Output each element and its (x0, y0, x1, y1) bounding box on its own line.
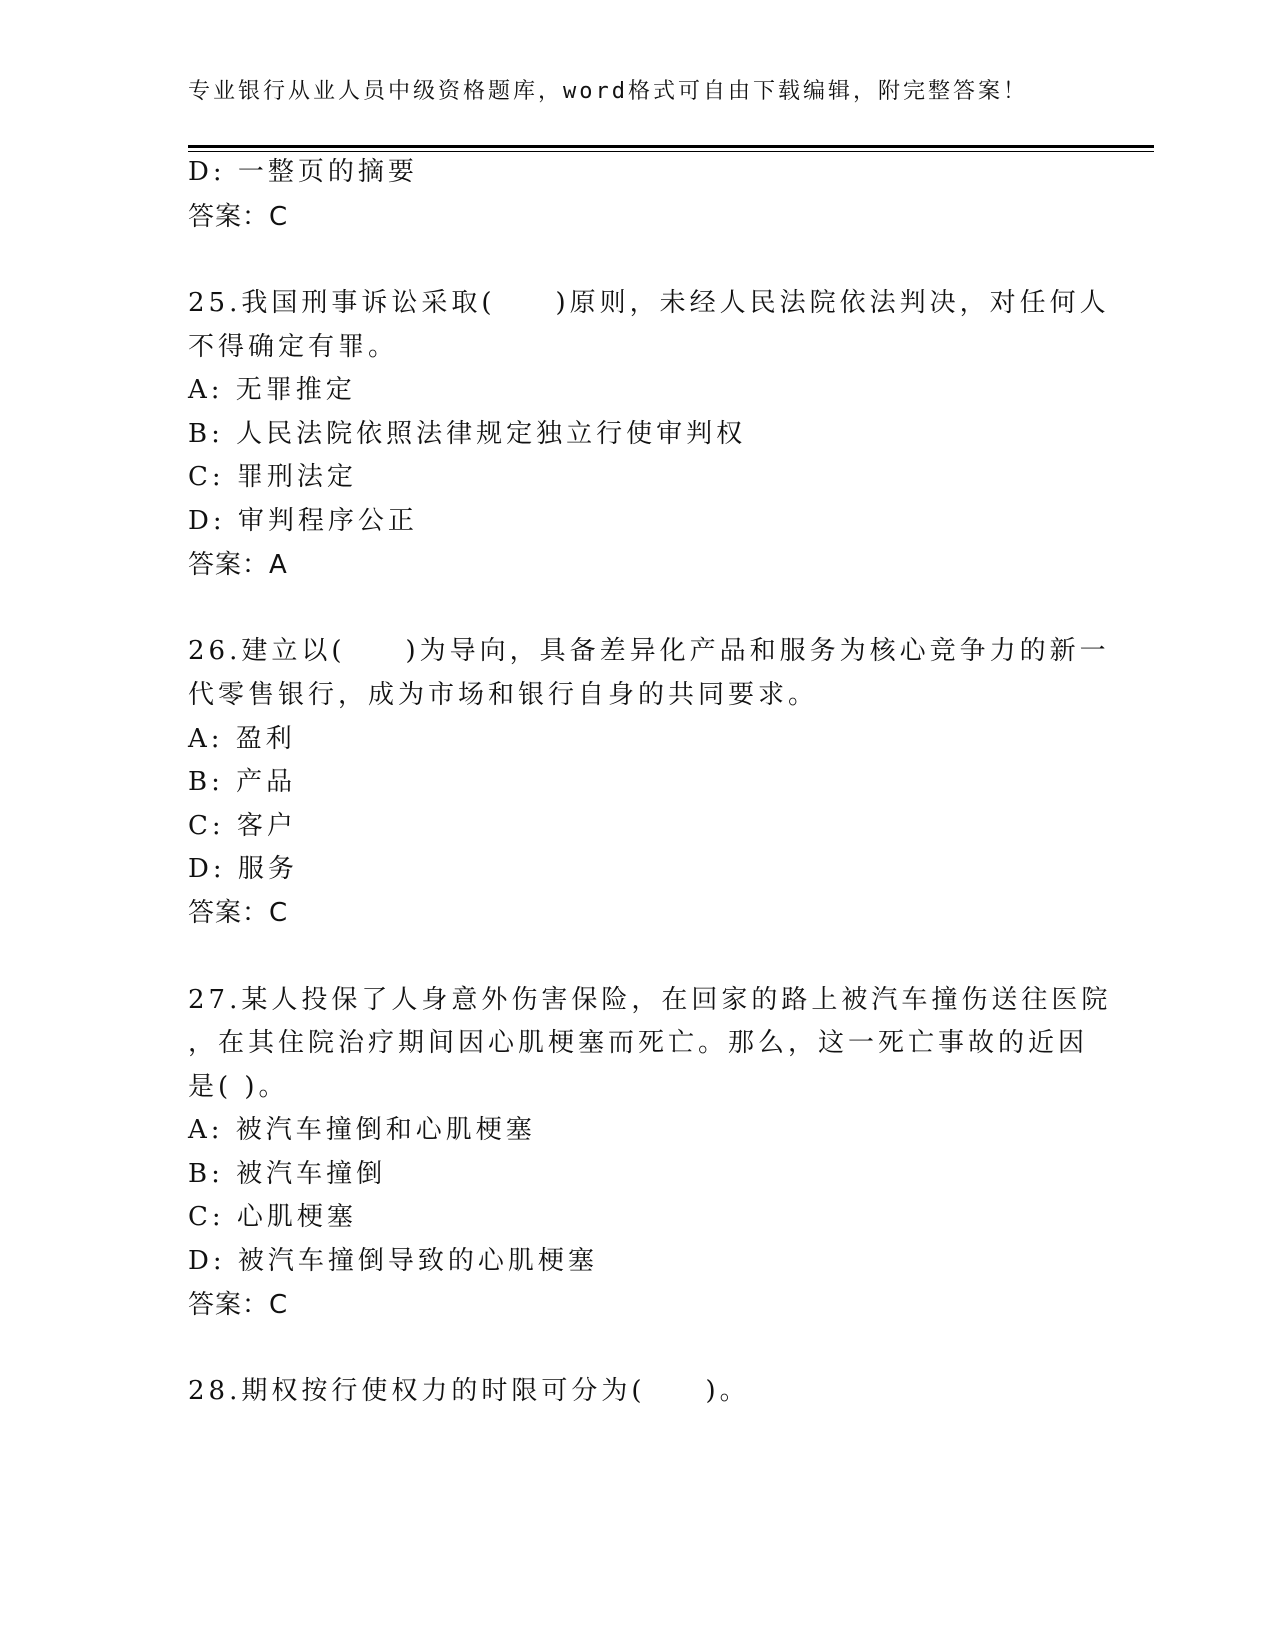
question-25-option-c: C: 罪刑法定 (188, 462, 357, 492)
prev-option-d: D: 一整页的摘要 (188, 157, 418, 187)
question-28-stem: 28.期权按行使权力的时限可分为( )。 (188, 1376, 750, 1406)
question-27-stem-cont-2: 是( )。 (188, 1072, 289, 1102)
question-25-stem-cont: 不得确定有罪。 (188, 332, 399, 362)
question-26-option-c: C: 客户 (188, 811, 297, 841)
question-27-answer: 答案：C (188, 1290, 289, 1320)
question-25-option-b: B: 人民法院依照法律规定独立行使审判权 (188, 419, 747, 449)
question-27-option-a: A: 被汽车撞倒和心肌梗塞 (188, 1115, 536, 1145)
question-25-option-d: D: 审判程序公正 (188, 506, 418, 536)
page-header: 专业银行从业人员中级资格题库，word格式可自由下载编辑，附完整答案！ (188, 79, 1028, 104)
question-27-stem: 27.某人投保了人身意外伤害保险，在回家的路上被汽车撞伤送往医院 (188, 985, 1112, 1015)
question-27-option-b: B: 被汽车撞倒 (188, 1159, 387, 1189)
question-27-stem-cont: ，在其住院治疗期间因心肌梗塞而死亡。那么，这一死亡事故的近因 (188, 1028, 1089, 1058)
question-26-option-d: D: 服务 (188, 854, 298, 884)
question-26-answer: 答案：C (188, 898, 289, 928)
question-27-option-d: D: 被汽车撞倒导致的心肌梗塞 (188, 1246, 598, 1276)
header-rule-thick (188, 145, 1154, 148)
question-26-stem-cont: 代零售银行，成为市场和银行自身的共同要求。 (188, 680, 819, 710)
question-27-option-c: C: 心肌梗塞 (188, 1202, 357, 1232)
question-26-option-a: A: 盈利 (188, 724, 296, 754)
question-26-option-b: B: 产品 (188, 767, 297, 797)
question-25-answer: 答案：A (188, 550, 288, 580)
question-25-option-a: A: 无罪推定 (188, 375, 356, 405)
question-26-stem: 26.建立以( )为导向，具备差异化产品和服务为核心竞争力的新一 (188, 636, 1110, 666)
header-rule-thin (188, 151, 1154, 152)
prev-answer: 答案：C (188, 202, 289, 232)
question-25-stem: 25.我国刑事诉讼采取( )原则，未经人民法院依法判决，对任何人 (188, 288, 1110, 318)
